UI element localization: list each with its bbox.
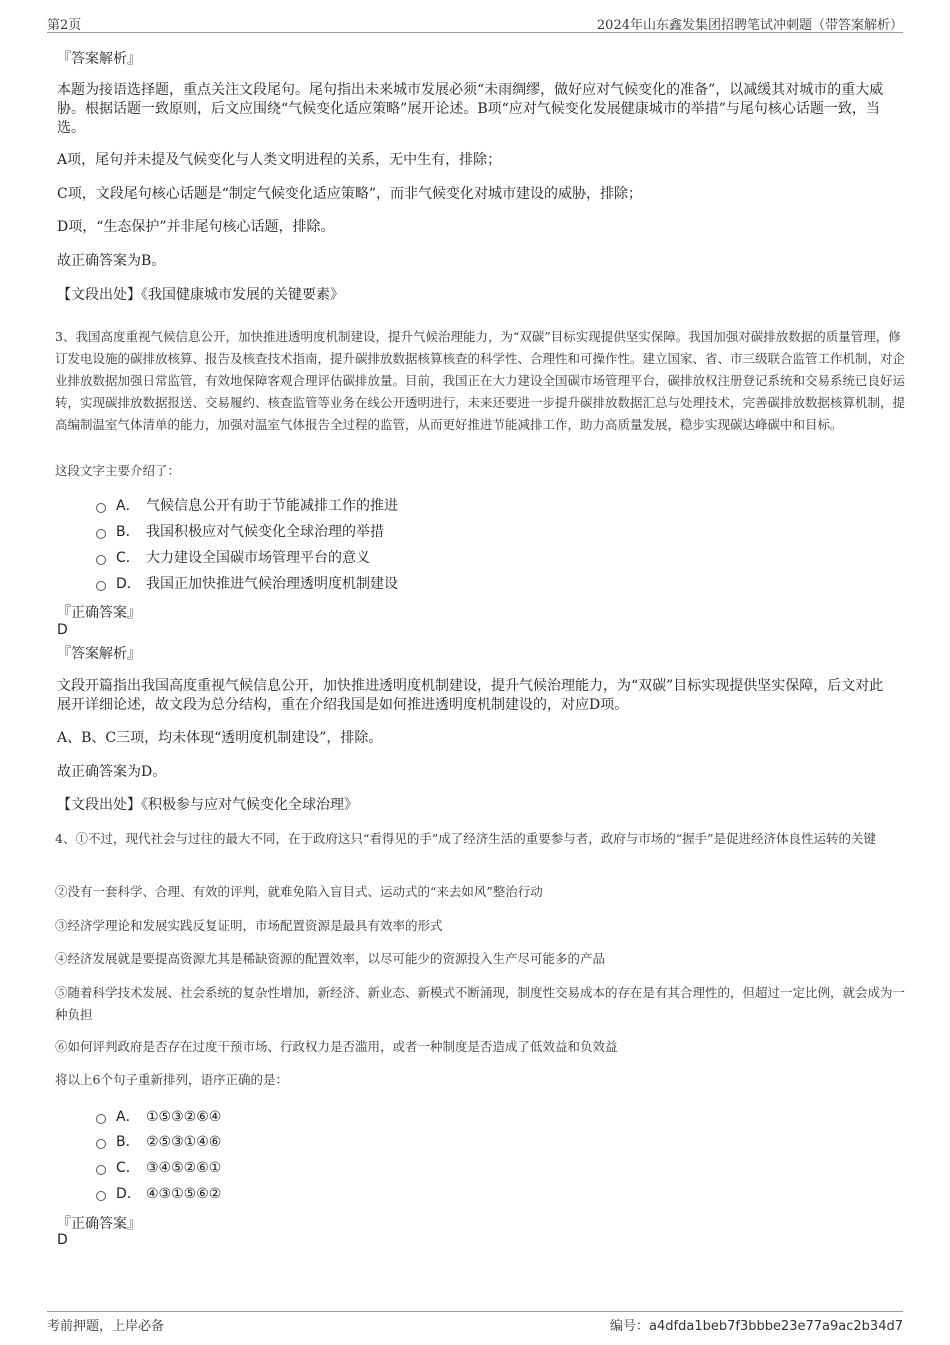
document-code bbox=[610, 1315, 903, 1334]
document-title: 2024年山东鑫发集团招聘笔试冲刺题（带答案解析） bbox=[596, 18, 903, 33]
q2-analysis-tag: 『答案解析』 bbox=[57, 51, 141, 67]
q2-conclusion: 故正确答案为B。 bbox=[57, 253, 166, 269]
q3-option-c[interactable]: C． 大力建设全国碳市场管理平台的意义 bbox=[96, 548, 370, 568]
q4-option-d[interactable]: D． ④③①⑤⑥② bbox=[96, 1184, 221, 1204]
page-number: 第2页 bbox=[47, 18, 82, 33]
q3-option-b[interactable]: B． 我国积极应对气候变化全球治理的举措 bbox=[96, 522, 384, 542]
radio-icon[interactable] bbox=[96, 1165, 106, 1175]
q4-option-a[interactable]: A． ①⑤③②⑥④ bbox=[96, 1107, 221, 1127]
q3-answer: D bbox=[57, 622, 68, 638]
footer-slogan: 考前押题，上岸必备 bbox=[47, 1319, 165, 1334]
code-value: a4dfda1beb7f3bbbe23e77a9ac2b34d7 bbox=[649, 1319, 903, 1334]
q2-source: 【文段出处】《我国健康城市发展的关键要素》 bbox=[57, 287, 344, 303]
q2-analysis-c: C项，文段尾句核心话题是“制定气候变化适应策略”，而非气候变化对城市建设的威胁，排除； bbox=[57, 186, 643, 202]
q4-answer-tag: 『正确答案』 bbox=[57, 1216, 141, 1232]
q3-option-a[interactable]: A． 气候信息公开有助于节能减排工作的推进 bbox=[96, 496, 398, 516]
q4-prompt: 将以上6个句子重新排列，语序正确的是： bbox=[55, 1072, 288, 1087]
q3-analysis-tag: 『答案解析』 bbox=[57, 646, 141, 662]
code-label: 编号： bbox=[610, 1319, 650, 1334]
radio-icon[interactable] bbox=[96, 1114, 106, 1124]
radio-icon[interactable] bbox=[96, 555, 106, 565]
q4-sentence-5: ⑤随着科学技术发展、社会系统的复杂性增加，新经济、新业态、新模式不断涌现，制度性交易成本的存在是有其合理性的，但超过一定比例，就会成为一种负担 bbox=[55, 985, 906, 1022]
q4-sentence-4: ④经济发展就是要提高资源尤其是稀缺资源的配置效率，以尽可能少的资源投入生产尽可能多的产品 bbox=[55, 951, 606, 966]
q3-analysis-main: 文段开篇指出我国高度重视气候信息公开，加快推进透明度机制建设，提升气候治理能力，为“双碳”目标实现提供坚实保障，后文对此展开详细论述，故文段为总分结构，重在介绍我国是如何推进透明度机制建设的，对应D项。 bbox=[57, 678, 884, 713]
q3-option-d[interactable]: D． 我国正加快推进气候治理透明度机制建设 bbox=[96, 574, 398, 594]
page-footer bbox=[47, 1311, 903, 1334]
q4-sentence-6: ⑥如何评判政府是否存在过度干预市场、行政权力是否滥用，或者一种制度是否造成了低效益和负效益 bbox=[55, 1039, 618, 1054]
radio-icon[interactable] bbox=[96, 581, 106, 591]
q3-prompt: 这段文字主要介绍了： bbox=[55, 463, 181, 478]
radio-icon[interactable] bbox=[96, 503, 106, 513]
radio-icon[interactable] bbox=[96, 1139, 106, 1149]
q4-sentence-3: ③经济学理论和发展实践反复证明，市场配置资源是最具有效率的形式 bbox=[55, 918, 443, 933]
q3-analysis-abc: A、B、C三项，均未体现“透明度机制建设”，排除。 bbox=[57, 730, 383, 746]
q4-option-c[interactable]: C． ③④⑤②⑥① bbox=[96, 1158, 221, 1178]
q3-conclusion: 故正确答案为D。 bbox=[57, 764, 167, 780]
q4-sentence-2: ②没有一套科学、合理、有效的评判，就难免陷入盲目式、运动式的“来去如风”整治行动 bbox=[55, 884, 543, 899]
q3-stem: 3、我国高度重视气候信息公开，加快推进透明度机制建设，提升气候治理能力，为“双碳”目标实现提供坚实保障。我国加强对碳排放数据的质量管理，修订发电设施的碳排放核算、报告及核查技术指南，提升碳排放数据核算核查的科学性、合理性和可操作性。建立国家、省、市三级联合监管工作机制，对企业排放数据加强日常监管，有效地保障客观合理评估碳排放量。目前，我国正在大力建设全国碳市场管理平台，碳排放权注册登记系统和交易系统已良好运转，实现碳排放数据报送、交易履约、核查监管等业务在线公开透明进行，未来还要进一步提升碳排放数据汇总与处理技术，完善碳排放数据核算机制，提高编制温室气体清单的能力，加强对温室气体报告全过程的监管，从而更好推进节能减排工作，助力高质量发展，稳步实现碳达峰碳中和目标。 bbox=[55, 329, 906, 432]
q2-analysis-d: D项，“生态保护”并非尾句核心话题，排除。 bbox=[57, 219, 335, 235]
q3-source: 【文段出处】《积极参与应对气候变化全球治理》 bbox=[57, 797, 358, 813]
q4-sentence-1: 4、①不过，现代社会与过往的最大不同，在于政府这只“看得见的手”成了经济生活的重要参与者，政府与市场的“握手”是促进经济体良性运转的关键 bbox=[55, 831, 877, 846]
page-header bbox=[47, 12, 903, 33]
radio-icon[interactable] bbox=[96, 529, 106, 539]
q3-answer-tag: 『正确答案』 bbox=[57, 605, 141, 621]
q2-analysis-a: A项，尾句并未提及气候变化与人类文明进程的关系，无中生有，排除； bbox=[57, 152, 502, 168]
q2-analysis-main: 本题为接语选择题，重点关注文段尾句。尾句指出未来城市发展必须“未雨绸缪，做好应对气候变化的准备”，以减缓其对城市的重大威胁。根据话题一致原则，后文应围绕“气候变化适应策略”展开论述。B项“应对气候变化发展健康城市的举措”与尾句核心话题一致，当选。 bbox=[57, 82, 884, 136]
q4-option-b[interactable]: B． ②⑤③①④⑥ bbox=[96, 1132, 221, 1152]
q4-answer: D bbox=[57, 1232, 68, 1248]
radio-icon[interactable] bbox=[96, 1191, 106, 1201]
